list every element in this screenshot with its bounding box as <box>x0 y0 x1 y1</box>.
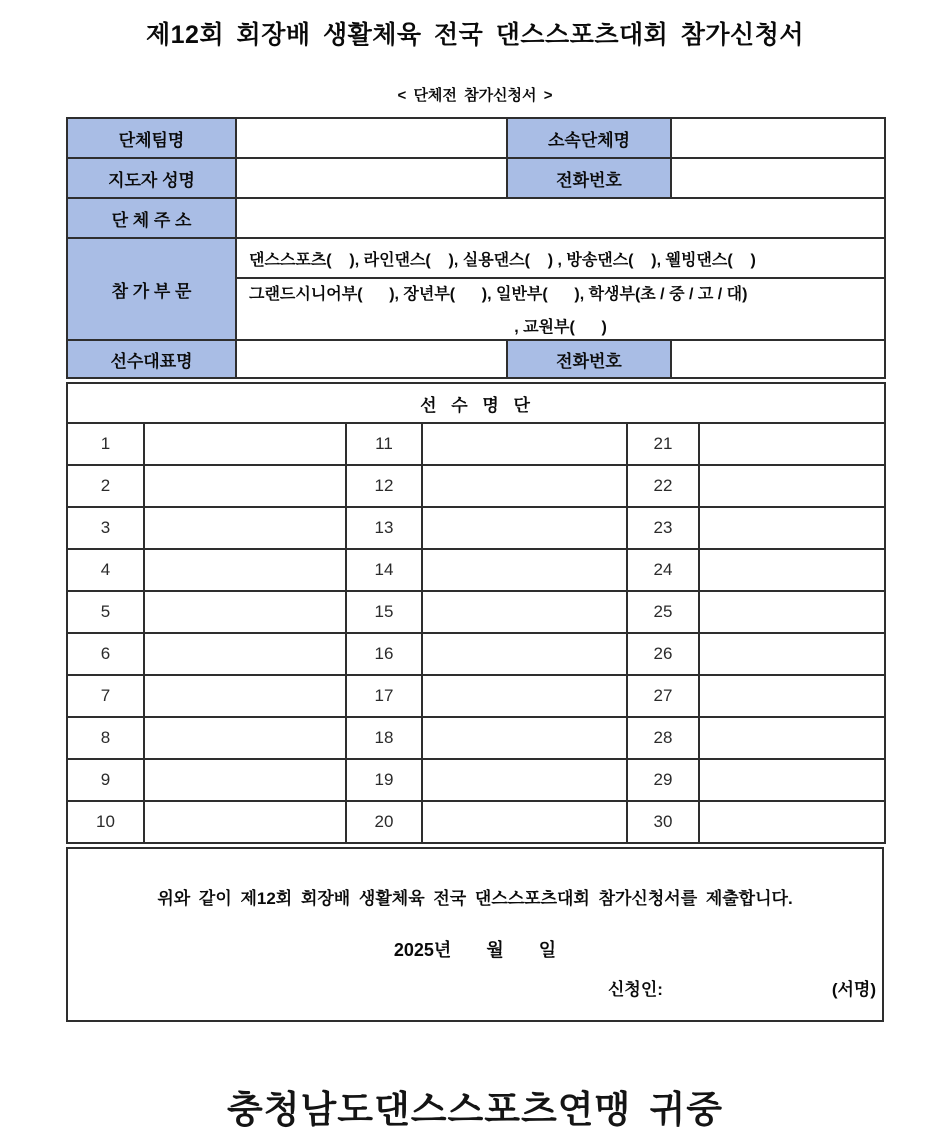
submission-statement: 위와 같이 제12회 회장배 생활체육 전국 댄스스포츠대회 참가신청서를 제출합니다. <box>157 889 793 908</box>
roster-name-cell[interactable] <box>699 591 885 633</box>
roster-number: 25 <box>627 591 699 633</box>
roster-name-cell[interactable] <box>144 801 346 843</box>
date-month-field[interactable]: 월 <box>486 940 504 960</box>
roster-name-cell[interactable] <box>422 465 627 507</box>
signature-line <box>68 975 882 999</box>
roster-number: 8 <box>67 717 144 759</box>
page-title: 제12회 회장배 생활체육 전국 댄스스포츠대회 참가신청서 <box>146 21 804 49</box>
roster-number: 19 <box>346 759 422 801</box>
page-subtitle: < 단체전 참가신청서 > <box>397 87 553 104</box>
org-name-input[interactable] <box>671 118 885 158</box>
roster-name-cell[interactable] <box>144 717 346 759</box>
roster-name-cell[interactable] <box>699 801 885 843</box>
roster-number: 2 <box>67 465 144 507</box>
roster-name-cell[interactable] <box>422 591 627 633</box>
roster-name-cell[interactable] <box>699 633 885 675</box>
roster-name-cell[interactable] <box>422 507 627 549</box>
roster-row <box>67 717 885 759</box>
roster-number: 9 <box>67 759 144 801</box>
roster-number: 17 <box>346 675 422 717</box>
roster-row <box>67 801 885 843</box>
roster-name-cell[interactable] <box>144 633 346 675</box>
roster-number: 22 <box>627 465 699 507</box>
roster-number: 3 <box>67 507 144 549</box>
roster-number: 18 <box>346 717 422 759</box>
leader-name-label: 지도자 성명 <box>67 158 236 198</box>
address-label: 단 체 주 소 <box>67 198 236 238</box>
signature-label: (서명) <box>831 980 876 999</box>
rep-phone-input[interactable] <box>671 340 885 378</box>
roster-name-cell[interactable] <box>422 549 627 591</box>
roster-name-cell[interactable] <box>144 759 346 801</box>
roster-name-cell[interactable] <box>699 465 885 507</box>
recipient-line: 충청남도댄스스포츠연맹 귀중 <box>227 1090 723 1131</box>
division-line-teachers: , 교원부( ) <box>514 319 607 336</box>
roster-number: 10 <box>67 801 144 843</box>
date-line <box>68 936 882 962</box>
representative-label: 선수대표명 <box>67 340 236 378</box>
phone-label: 전화번호 <box>507 158 671 198</box>
roster-name-cell[interactable] <box>699 717 885 759</box>
phone-input[interactable] <box>671 158 885 198</box>
team-name-input[interactable] <box>236 118 507 158</box>
table-row <box>67 238 885 278</box>
roster-name-cell[interactable] <box>699 759 885 801</box>
roster-name-cell[interactable] <box>422 759 627 801</box>
roster-number: 26 <box>627 633 699 675</box>
roster-number: 27 <box>627 675 699 717</box>
team-info-table <box>66 117 886 379</box>
roster-number: 7 <box>67 675 144 717</box>
roster-body <box>67 423 885 843</box>
division-line-genres: 댄스스포츠( ), 라인댄스( ), 실용댄스( ) , 방송댄스( ), 웰빙댄스( ) <box>249 251 756 269</box>
division-label: 참 가 부 문 <box>67 238 236 340</box>
roster-name-cell[interactable] <box>422 675 627 717</box>
roster-row <box>67 423 885 465</box>
roster-number: 15 <box>346 591 422 633</box>
roster-number: 30 <box>627 801 699 843</box>
roster-number: 11 <box>346 423 422 465</box>
date-year: 2025년 <box>393 940 452 960</box>
roster-name-cell[interactable] <box>144 423 346 465</box>
roster-number: 5 <box>67 591 144 633</box>
roster-name-cell[interactable] <box>144 549 346 591</box>
player-roster-table <box>66 382 886 844</box>
table-row <box>67 383 885 423</box>
table-row <box>67 340 885 378</box>
roster-name-cell[interactable] <box>422 717 627 759</box>
table-row <box>67 198 885 238</box>
rep-phone-label: 전화번호 <box>507 340 671 378</box>
roster-number: 4 <box>67 549 144 591</box>
roster-row <box>67 549 885 591</box>
roster-name-cell[interactable] <box>144 507 346 549</box>
roster-number: 12 <box>346 465 422 507</box>
roster-number: 20 <box>346 801 422 843</box>
table-row <box>67 118 885 158</box>
date-day-field[interactable]: 일 <box>538 940 557 960</box>
submission-box <box>66 847 884 1022</box>
org-name-label: 소속단체명 <box>507 118 671 158</box>
team-name-label: 단체팀명 <box>67 118 236 158</box>
roster-name-cell[interactable] <box>699 507 885 549</box>
roster-name-cell[interactable] <box>144 591 346 633</box>
roster-number: 21 <box>627 423 699 465</box>
roster-number: 14 <box>346 549 422 591</box>
roster-name-cell[interactable] <box>422 633 627 675</box>
roster-number: 28 <box>627 717 699 759</box>
roster-header: 선 수 명 단 <box>67 383 885 423</box>
roster-number: 13 <box>346 507 422 549</box>
roster-row <box>67 591 885 633</box>
roster-number: 24 <box>627 549 699 591</box>
roster-row <box>67 759 885 801</box>
address-input[interactable] <box>236 198 885 238</box>
roster-number: 29 <box>627 759 699 801</box>
applicant-label: 신청인: <box>608 980 663 999</box>
roster-number: 6 <box>67 633 144 675</box>
roster-name-cell[interactable] <box>422 801 627 843</box>
roster-row <box>67 465 885 507</box>
roster-name-cell[interactable] <box>422 423 627 465</box>
representative-input[interactable] <box>236 340 507 378</box>
roster-name-cell[interactable] <box>144 675 346 717</box>
table-row <box>67 158 885 198</box>
division-line-age-groups: 그랜드시니어부( ), 장년부( ), 일반부( ), 학생부(초 / 중 / 고 / 대) <box>249 286 748 303</box>
roster-name-cell[interactable] <box>699 549 885 591</box>
roster-number: 1 <box>67 423 144 465</box>
roster-number: 16 <box>346 633 422 675</box>
division-genres-row[interactable] <box>236 238 885 278</box>
leader-name-input[interactable] <box>236 158 507 198</box>
roster-name-cell[interactable] <box>699 675 885 717</box>
roster-name-cell[interactable] <box>699 423 885 465</box>
roster-row <box>67 633 885 675</box>
division-groups-row[interactable] <box>236 278 885 340</box>
roster-name-cell[interactable] <box>144 465 346 507</box>
roster-number: 23 <box>627 507 699 549</box>
roster-row <box>67 507 885 549</box>
roster-row <box>67 675 885 717</box>
